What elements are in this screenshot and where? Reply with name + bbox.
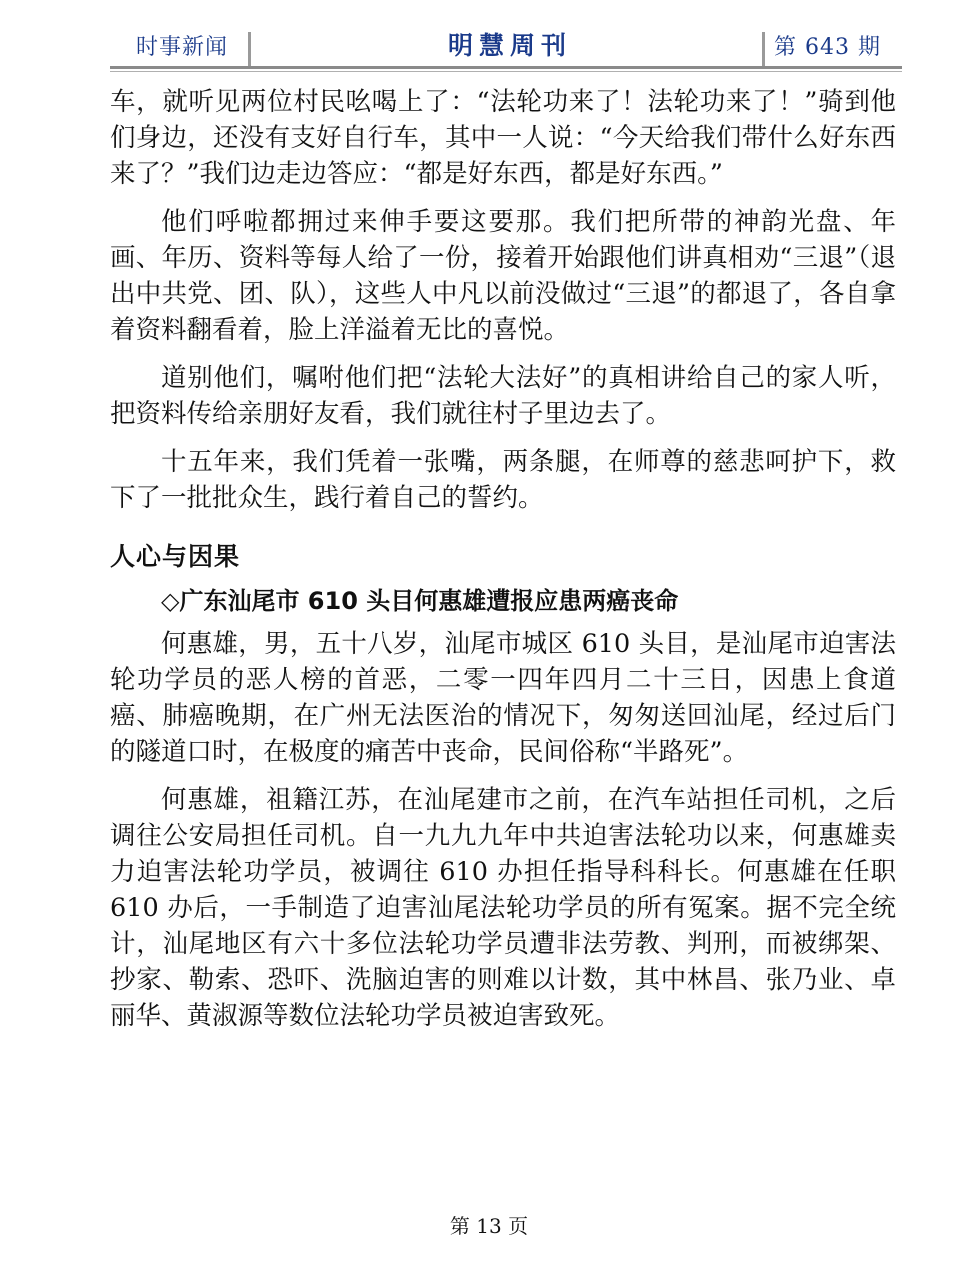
paragraph-2: 他们呼啦都拥过来伸手要这要那。我们把所带的神韵光盘、年画、年历、资料等每人给了一份，接着开始跟他们讲真相劝“三退”（退出中共党、团、队），这些人中凡以前没做过“三退”的都退了，各自拿着资料翻看着，脸上洋溢着无比的喜悦。 [110,207,896,345]
header-divider-right [762,32,765,66]
paragraph-6: 何惠雄，祖籍江苏，在汕尾建市之前，在汽车站担任司机，之后调往公安局担任司机。自一九九九年中共迫害法轮功以来，何惠雄卖力迫害法轮功学员，被调往 610 办担任指导科科长。何惠雄在任职 610 办后，一手制造了迫害汕尾法轮功学员的所有冤案。据不完全统计，汕尾地区有六十多位法轮功学员遭非法劳教、判刑，而被绑架、抄家、勒索、恐吓、洗脑迫害的则难以计数，其中林昌、张乃业、卓丽华、黄淑源等数位法轮功学员被迫害致死。 [110,785,896,1031]
paragraph-1: 车，就听见两位村民吆喝上了：“法轮功来了！法轮功来了！”骑到他们身边，还没有支好自行车，其中一人说：“今天给我们带什么好东西来了？”我们边走边答应：“都是好东西，都是好东西。” [110,87,896,189]
article-subheading: ◇广东汕尾市 610 头目何惠雄遭报应患两癌丧命 [161,587,679,615]
header-divider-left [248,32,251,66]
article-body [110,84,896,1046]
paragraph-4: 十五年来，我们凭着一张嘴，两条腿，在师尊的慈悲呵护下，救下了一批批众生，践行着自己的誓约。 [110,447,896,513]
header-rule [110,66,902,69]
page-number: 第 13 页 [449,1214,529,1238]
issue-number: 第 643 期 [774,35,881,60]
publication-title: 明慧周刊 [447,31,572,60]
section-heading: 人心与因果 [110,542,241,571]
header-rule-thin [110,71,902,72]
header-section-label: 时事新闻 [136,35,229,60]
paragraph-5: 何惠雄，男，五十八岁，汕尾市城区 610 头目，是汕尾市迫害法轮功学员的恶人榜的首恶，二零一四年四月二十三日，因患上食道癌、肺癌晚期，在广州无法医治的情况下，匆匆送回汕尾，经过后门的隧道口时，在极度的痛苦中丧命，民间俗称“半路死”。 [110,629,896,767]
page-header [110,24,902,68]
paragraph-3: 道别他们，嘱咐他们把“法轮大法好”的真相讲给自己的家人听，把资料传给亲朋好友看，我们就往村子里边去了。 [110,363,896,429]
